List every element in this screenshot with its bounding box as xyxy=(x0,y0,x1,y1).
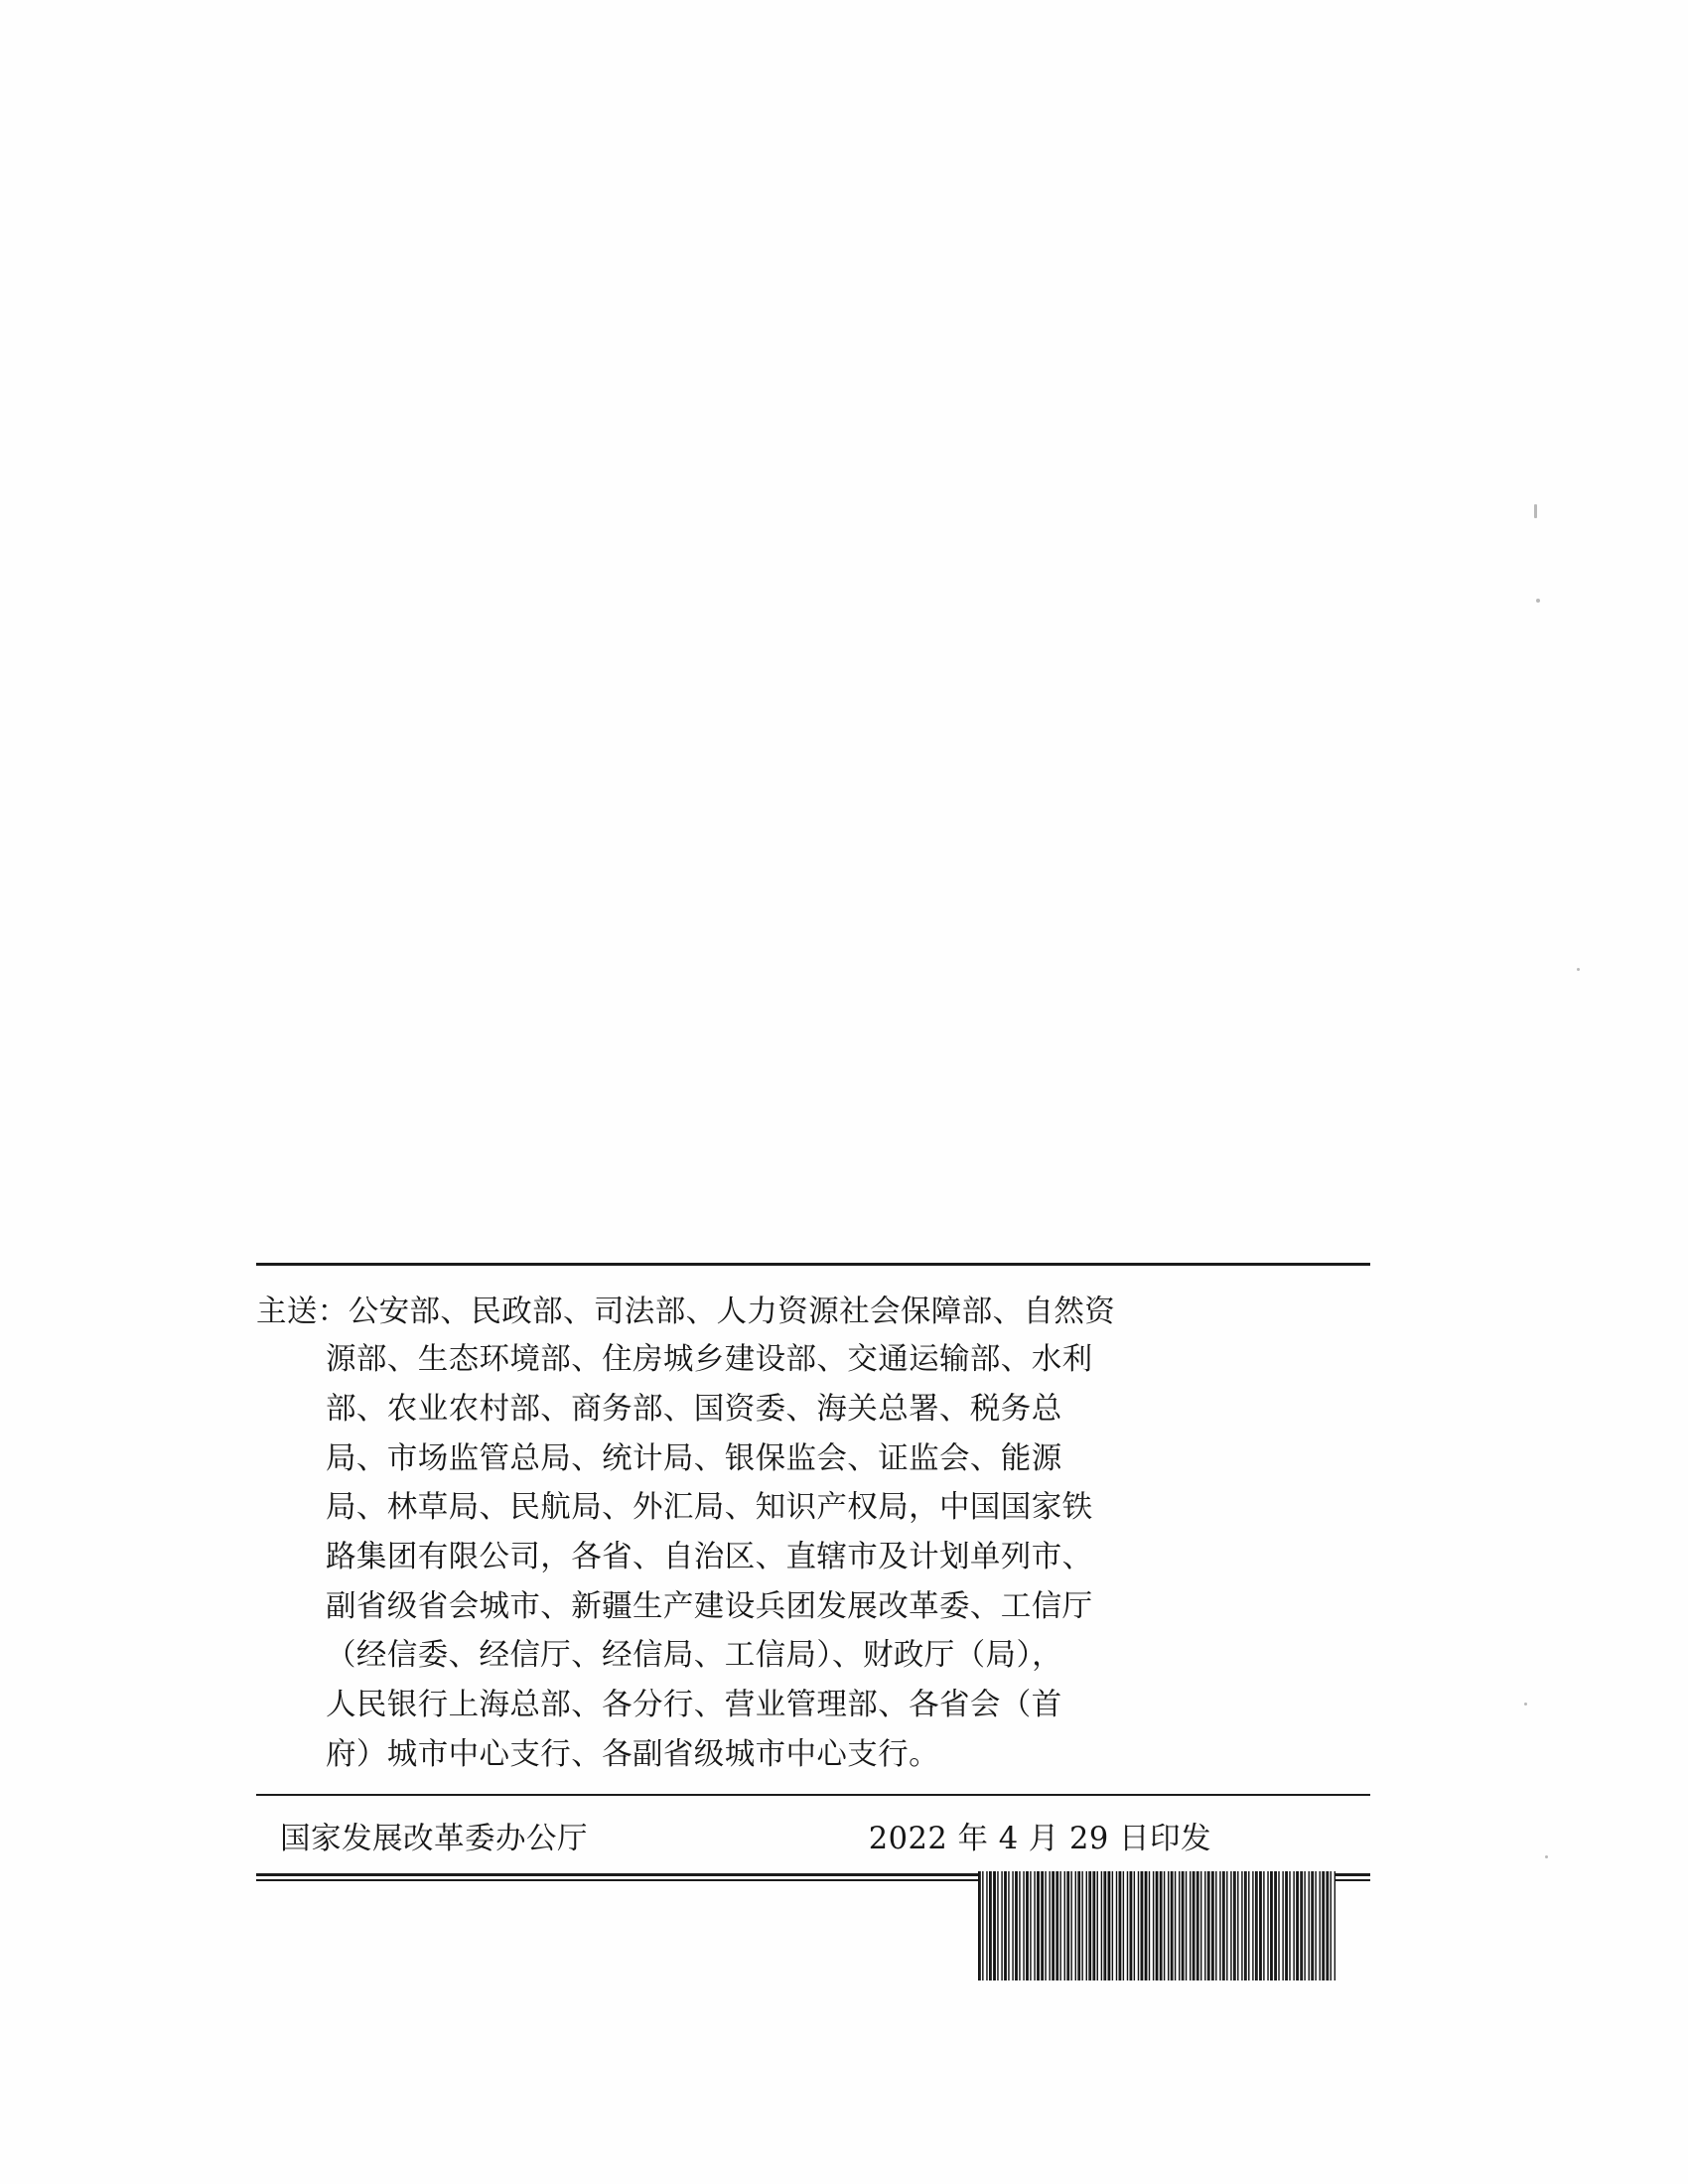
scan-speck xyxy=(1524,1703,1527,1706)
recipient-line: 主送：公安部、民政部、司法部、人力资源社会保障部、自然资 xyxy=(256,1295,1116,1329)
issuing-office: 国家发展改革委办公厅 xyxy=(280,1821,588,1856)
recipient-line: 部、农业农村部、商务部、国资委、海关总署、税务总 xyxy=(326,1391,1062,1427)
recipient-line: （经信委、经信厅、经信局、工信局）、财政厅（局）， xyxy=(326,1638,1062,1674)
barcode xyxy=(978,1871,1336,1980)
recipient-list xyxy=(256,1266,1370,1794)
issue-date: 2022 年 4 月 29 日印发 xyxy=(868,1821,1211,1856)
recipient-line: 局、林草局、民航局、外汇局、知识产权局，中国国家铁 xyxy=(326,1490,1093,1526)
barcode-svg xyxy=(978,1871,1336,1980)
recipient-line: 路集团有限公司，各省、自治区、直辖市及计划单列市、 xyxy=(326,1540,1093,1574)
scan-speck xyxy=(1534,504,1537,518)
document-footer-block xyxy=(256,1263,1370,1881)
recipient-line: 局、市场监管总局、统计局、银保监会、证监会、能源 xyxy=(326,1440,1062,1476)
recipient-line: 府）城市中心支行、各副省级城市中心支行。 xyxy=(326,1736,939,1772)
issuer-row xyxy=(256,1796,1370,1873)
recipient-line: 人民银行上海总部、各分行、营业管理部、各省会（首 xyxy=(326,1688,1062,1723)
recipient-line: 副省级省会城市、新疆生产建设兵团发展改革委、工信厅 xyxy=(326,1588,1093,1624)
scan-speck xyxy=(1536,599,1540,603)
scan-speck xyxy=(1577,968,1580,971)
recipient-line: 源部、生态环境部、住房城乡建设部、交通运输部、水利 xyxy=(326,1342,1093,1378)
scan-speck xyxy=(1545,1855,1548,1858)
